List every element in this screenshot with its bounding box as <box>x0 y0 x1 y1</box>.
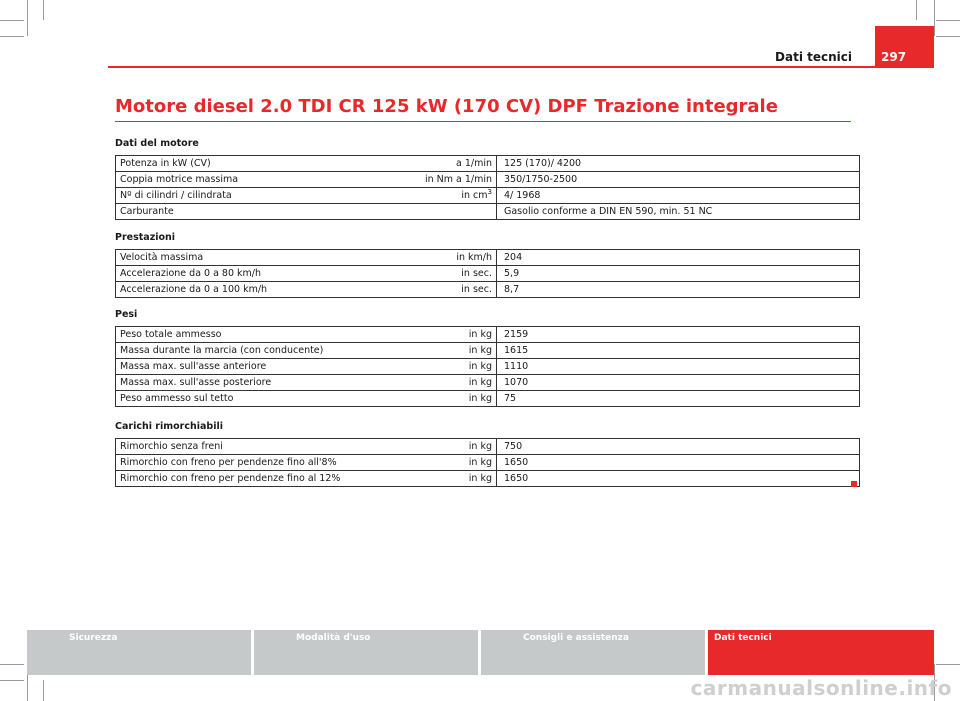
row-label: Massa max. sull'asse anteriore <box>116 359 409 375</box>
performance-table <box>115 249 860 298</box>
row-unit: in kg <box>408 391 497 407</box>
row-unit: in km/h <box>408 250 497 266</box>
row-label: Peso ammesso sul tetto <box>116 391 409 407</box>
row-value: 204 <box>497 250 860 266</box>
row-value: 1110 <box>497 359 860 375</box>
section-label-trailer-loads: Carichi rimorchiabili <box>115 421 223 432</box>
unit-superscript: 3 <box>487 187 492 196</box>
row-label: Massa durante la marcia (con conducente) <box>116 343 409 359</box>
table-row <box>116 204 860 220</box>
row-value: 1650 <box>497 455 860 471</box>
crop-mark <box>0 664 24 665</box>
row-label: Peso totale ammesso <box>116 327 409 343</box>
row-unit: in sec. <box>408 282 497 298</box>
crop-mark <box>0 36 24 37</box>
footer-tab-label: Modalità d'uso <box>296 633 371 643</box>
row-value: 5,9 <box>497 266 860 282</box>
row-value: 4/ 1968 <box>497 188 860 204</box>
row-label: Coppia motrice massima <box>116 172 409 188</box>
table-row <box>116 172 860 188</box>
row-value: 350/1750-2500 <box>497 172 860 188</box>
watermark: carmanualsonline.info <box>690 676 952 700</box>
footer-tab-label: Dati tecnici <box>714 633 772 643</box>
row-label: Rimorchio con freno per pendenze fino all'8% <box>116 455 409 471</box>
footer-tab-modalita-uso[interactable] <box>254 630 478 675</box>
table-row <box>116 375 860 391</box>
crop-mark <box>43 0 44 20</box>
row-unit: in Nm a 1/min <box>408 172 497 188</box>
table-row <box>116 439 860 455</box>
page-number: 297 <box>881 50 907 64</box>
crop-mark <box>934 0 935 36</box>
row-unit: in cm <box>461 190 488 201</box>
row-label: Rimorchio con freno per pendenze fino al 12% <box>116 471 409 487</box>
table-row <box>116 455 860 471</box>
header-rule <box>108 66 934 68</box>
table-row <box>116 188 860 204</box>
table-row <box>116 250 860 266</box>
table-row <box>116 266 860 282</box>
crop-mark <box>0 20 24 21</box>
header-section-title: Dati tecnici <box>775 50 852 64</box>
crop-mark <box>936 36 960 37</box>
footer-tab-label: Sicurezza <box>69 633 118 643</box>
row-unit: in sec. <box>408 266 497 282</box>
footer-tab-sicurezza[interactable] <box>27 630 251 675</box>
row-value: Gasolio conforme a DIN EN 590, min. 51 NC <box>497 204 860 220</box>
row-value: 75 <box>497 391 860 407</box>
row-value: 8,7 <box>497 282 860 298</box>
row-unit: in kg <box>408 439 497 455</box>
row-value: 125 (170)/ 4200 <box>497 156 860 172</box>
row-value: 1070 <box>497 375 860 391</box>
footer-tab-label: Consigli e assistenza <box>523 633 629 643</box>
crop-mark <box>27 0 28 36</box>
row-unit: in kg <box>408 327 497 343</box>
row-unit: a 1/min <box>408 156 497 172</box>
footer-tab-consigli-assistenza[interactable] <box>481 630 705 675</box>
title-rule <box>115 121 851 122</box>
table-row <box>116 391 860 407</box>
footer-nav <box>27 630 934 675</box>
page-title: Motore diesel 2.0 TDI CR 125 kW (170 CV) DPF Trazione integrale <box>115 96 778 117</box>
row-label: Massa max. sull'asse posteriore <box>116 375 409 391</box>
section-label-performance: Prestazioni <box>115 232 176 243</box>
row-label: Rimorchio senza freni <box>116 439 409 455</box>
row-label: Carburante <box>116 204 409 220</box>
table-row <box>116 156 860 172</box>
row-unit: in kg <box>408 455 497 471</box>
crop-mark <box>936 664 960 665</box>
crop-mark <box>43 680 44 701</box>
crop-mark <box>936 20 960 21</box>
row-unit <box>408 204 497 220</box>
crop-mark <box>916 0 917 20</box>
row-label: Nº di cilindri / cilindrata <box>116 188 409 204</box>
row-unit: in kg <box>408 343 497 359</box>
section-label-weights: Pesi <box>115 309 138 320</box>
row-label: Potenza in kW (CV) <box>116 156 409 172</box>
table-row <box>116 471 860 487</box>
row-value: 2159 <box>497 327 860 343</box>
page-number-box <box>875 26 934 68</box>
row-value: 1615 <box>497 343 860 359</box>
trailer-loads-table <box>115 438 860 487</box>
table-row <box>116 359 860 375</box>
row-label: Accelerazione da 0 a 100 km/h <box>116 282 409 298</box>
row-value: 750 <box>497 439 860 455</box>
table-row <box>116 282 860 298</box>
row-label: Velocità massima <box>116 250 409 266</box>
crop-mark <box>0 680 24 681</box>
row-unit: in kg <box>408 375 497 391</box>
row-unit: in kg <box>408 359 497 375</box>
end-of-section-marker <box>851 481 857 487</box>
table-row <box>116 327 860 343</box>
engine-data-table <box>115 155 860 220</box>
row-label: Accelerazione da 0 a 80 km/h <box>116 266 409 282</box>
weights-table <box>115 326 860 407</box>
section-label-engine: Dati del motore <box>115 138 199 149</box>
row-unit-cell <box>408 188 497 204</box>
table-row <box>116 343 860 359</box>
footer-tab-dati-tecnici[interactable] <box>708 630 934 675</box>
row-unit: in kg <box>408 471 497 487</box>
row-value: 1650 <box>497 471 860 487</box>
